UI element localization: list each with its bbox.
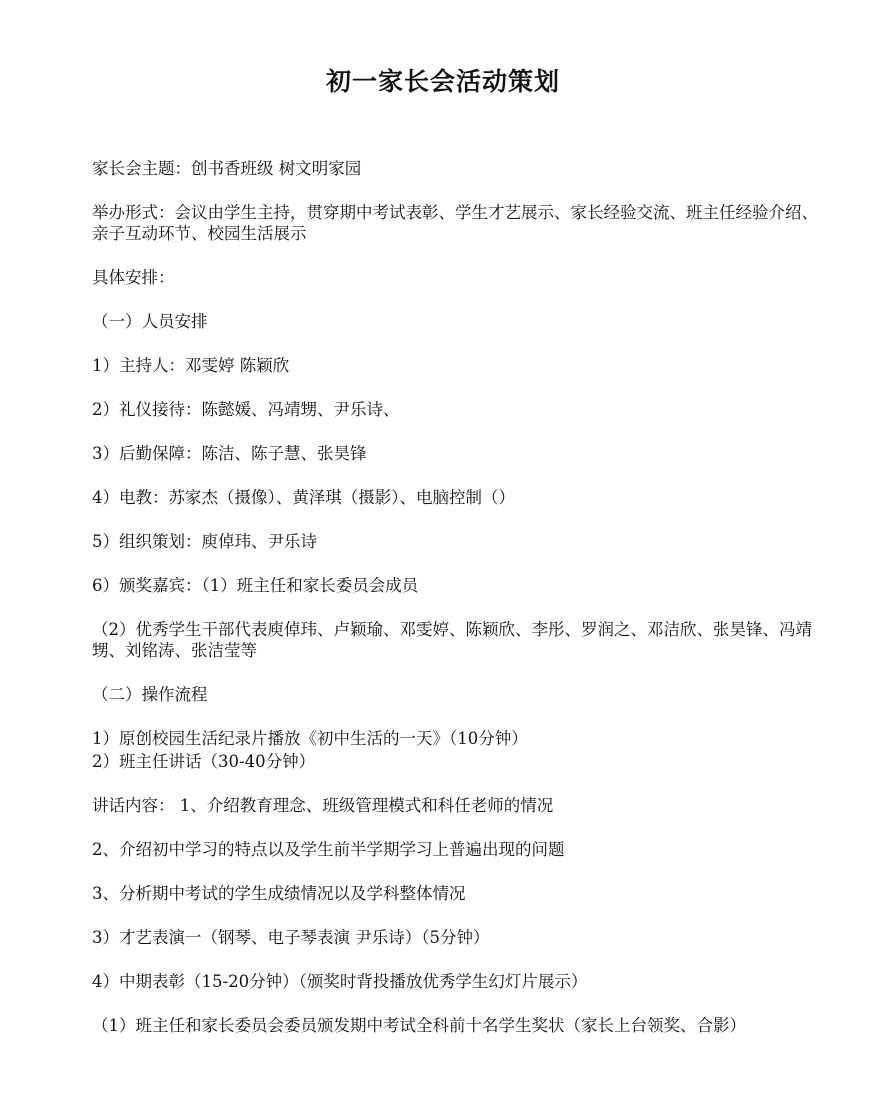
paragraph-midterm-awards: 4）中期表彰（15-20分钟）（颁奖时背投播放优秀学生幻灯片展示）	[92, 972, 588, 991]
paragraph-speech-content-1: 讲话内容： 1、介绍教育理念、班级管理模式和科任老师的情况	[92, 796, 554, 815]
paragraph-documentary: 1）原创校园生活纪录片播放《初中生活的一天》（10分钟）	[92, 729, 528, 748]
paragraph-logistics: 3）后勤保障：陈洁、陈子慧、张昊锋	[92, 444, 367, 463]
paragraph-arrangement: 具体安排：	[92, 268, 175, 287]
paragraph-talent-show: 3）才艺表演一（钢琴、电子琴表演 尹乐诗）（5分钟）	[92, 928, 490, 947]
paragraph-student-reps: （2）优秀学生干部代表庾倬玮、卢颖瑜、邓雯婷、陈颖欣、李彤、罗润之、邓洁欣、张昊锋、冯靖甥、刘铭涛、张洁莹等	[92, 620, 812, 660]
paragraph-format: 举办形式：会议由学生主持，贯穿期中考试表彰、学生才艺展示、家长经验交流、班主任经验介绍、亲子互动环节、校园生活展示	[92, 203, 818, 243]
paragraph-speech-content-2: 2、介绍初中学习的特点以及学生前半学期学习上普遍出现的问题	[92, 840, 565, 859]
document-body	[92, 158, 822, 1036]
paragraph-reception: 2）礼仪接待：陈懿媛、冯靖甥、尹乐诗、	[92, 400, 400, 419]
paragraph-speech-content-3: 3、分析期中考试的学生成绩情况以及学科整体情况	[92, 884, 466, 903]
paragraph-host: 1）主持人：邓雯婷 陈颖欣	[92, 356, 290, 375]
section-heading-process: （二）操作流程	[92, 685, 208, 704]
paragraph-av: 4）电教：苏家杰（摄像）、黄泽琪（摄影）、电脑控制（）	[92, 488, 515, 507]
section-heading-staff: （一）人员安排	[92, 312, 208, 331]
paragraph-planning: 5）组织策划：庾倬玮、尹乐诗	[92, 532, 317, 551]
document-title: 初一家长会活动策划	[325, 67, 560, 96]
paragraph-award-ceremony: （1）班主任和家长委员会委员颁发期中考试全科前十名学生奖状（家长上台领奖、合影）	[92, 1016, 746, 1035]
paragraph-award-guests: 6）颁奖嘉宾：（1）班主任和家长委员会成员	[92, 576, 419, 595]
paragraph-theme: 家长会主题：创书香班级 树文明家园	[92, 159, 362, 178]
paragraph-teacher-speech: 2）班主任讲话（30-40分钟）	[92, 752, 316, 771]
